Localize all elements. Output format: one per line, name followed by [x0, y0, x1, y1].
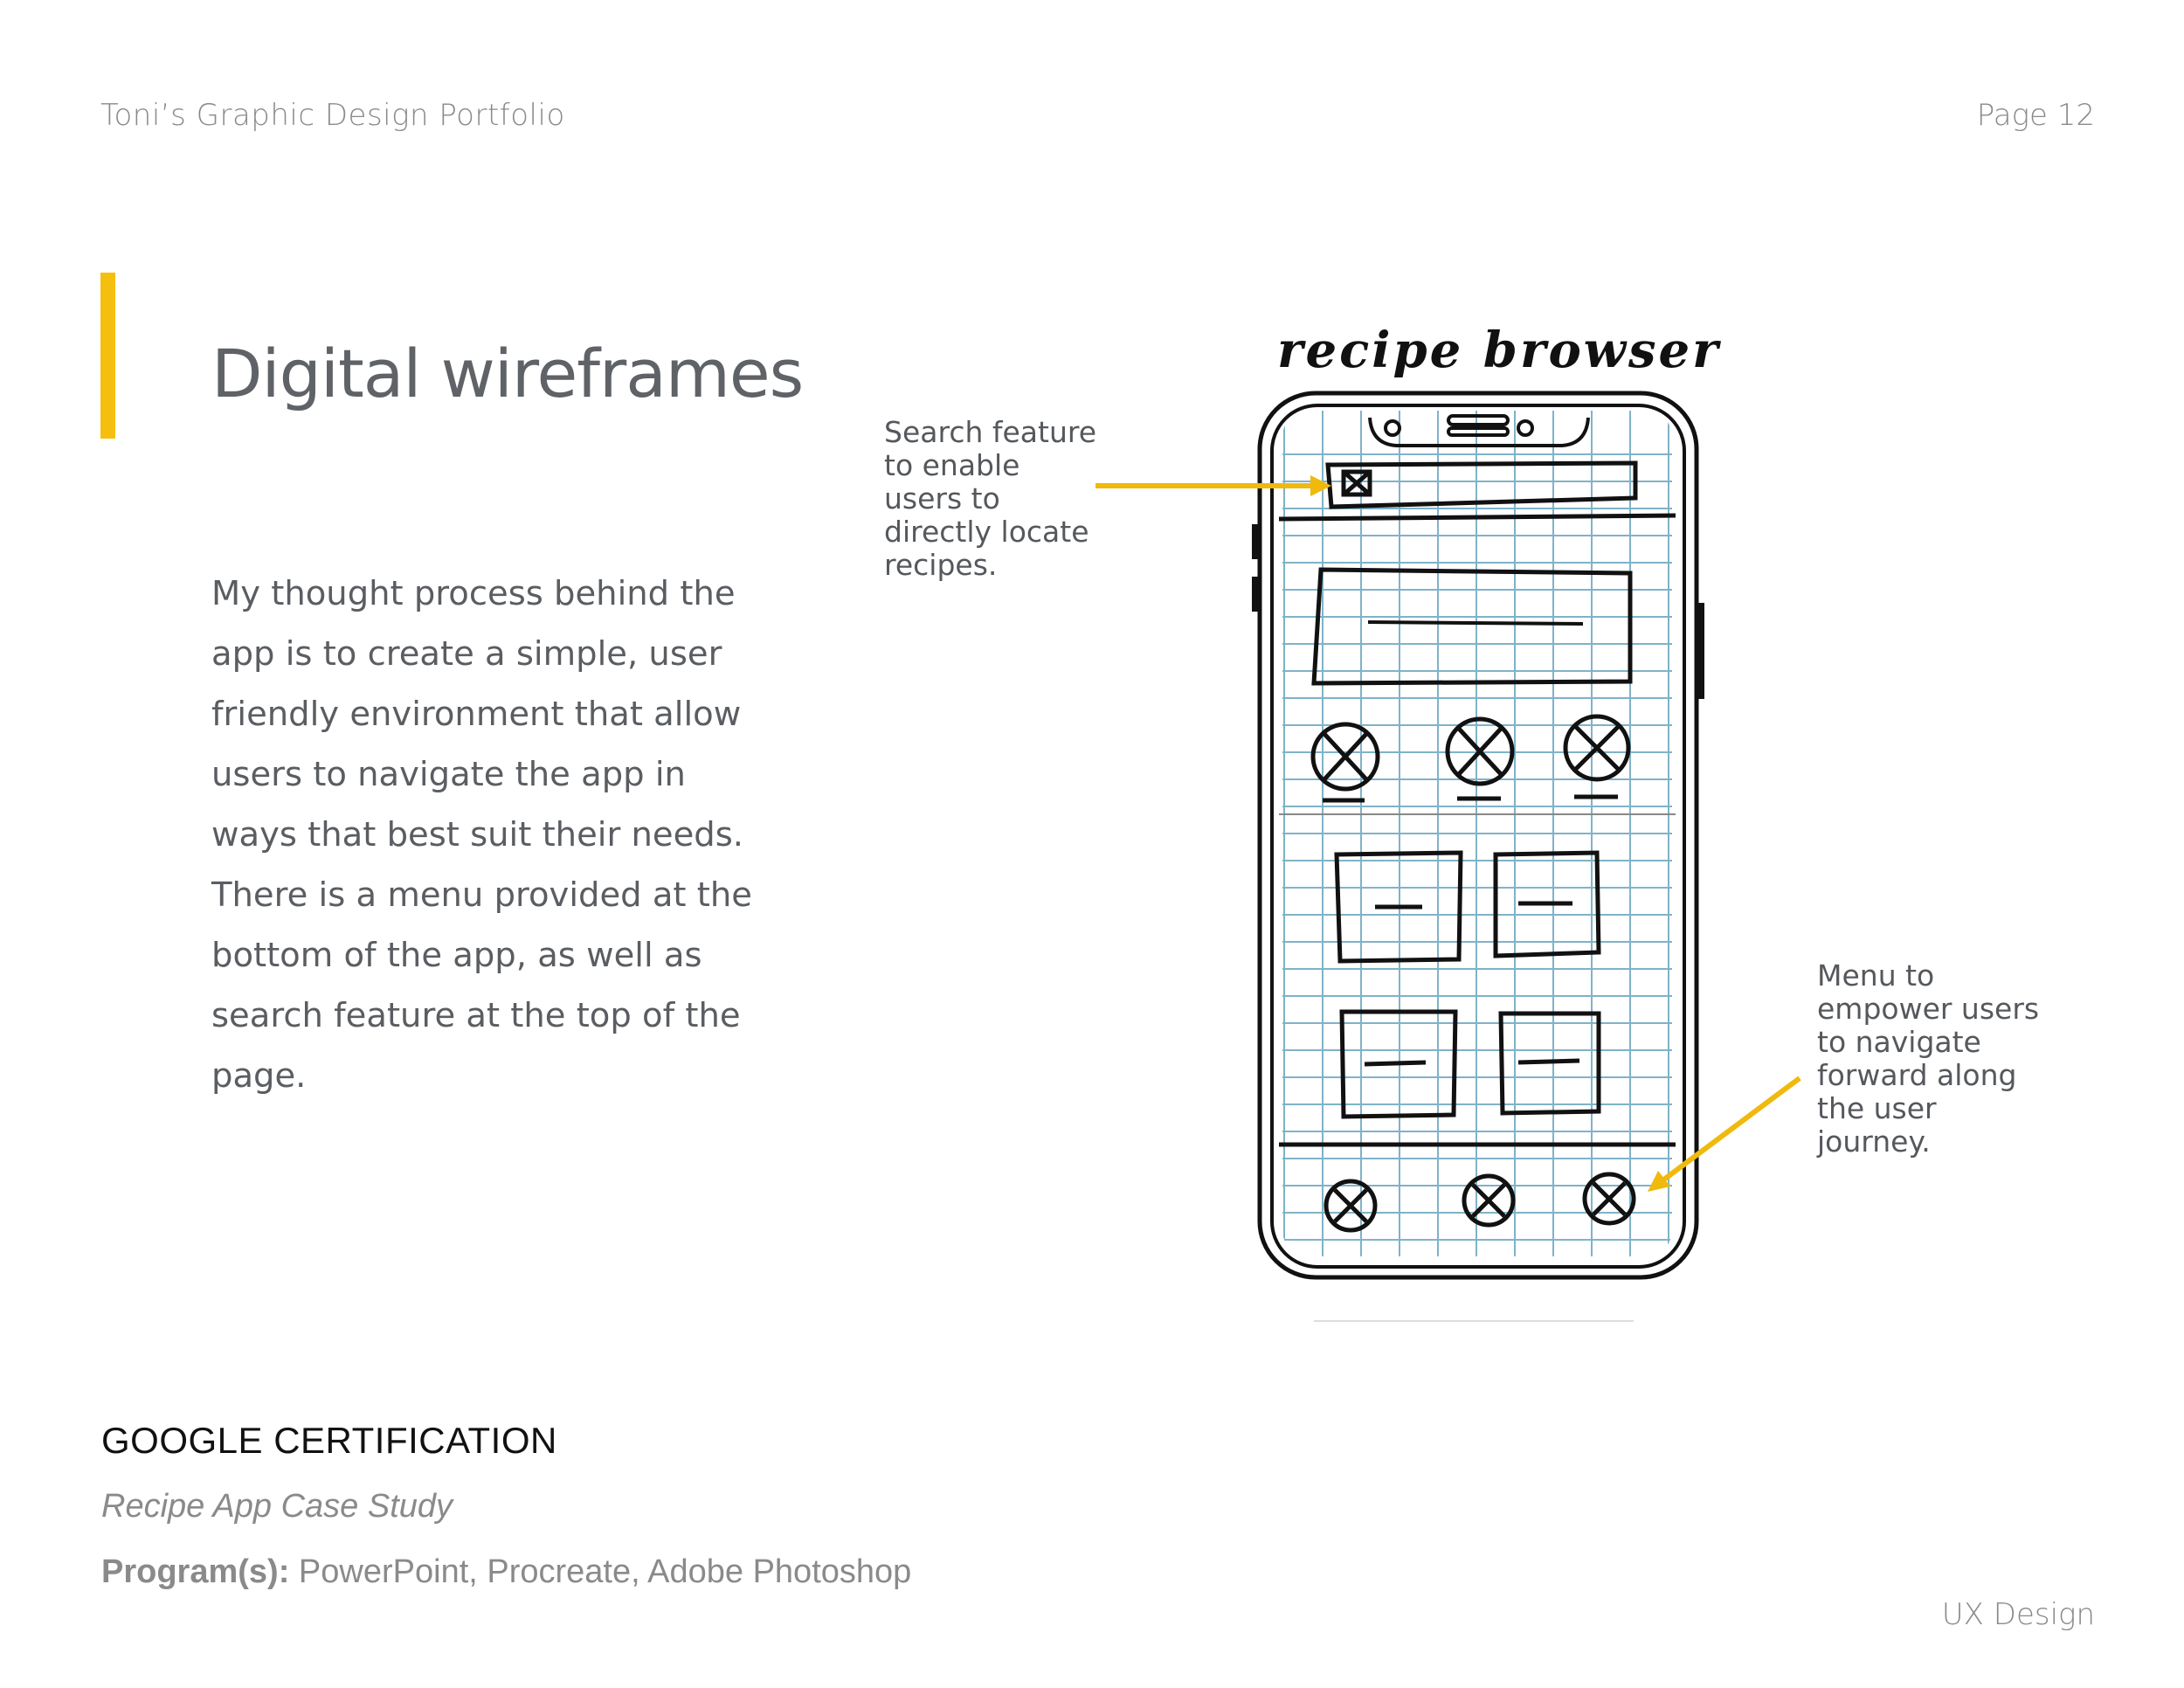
body-paragraph: My thought process behind the app is to create a simple, user friendly environment that allow users to navigate the app in ways that best suit their needs. There is a menu provided at the bottom of the app, as well as search feature at the top of the page.	[211, 574, 752, 1096]
portfolio-title: Toni’s Graphic Design Portfolio	[100, 98, 565, 133]
category-label: UX Design	[1941, 1597, 2095, 1632]
page-title: Digital wireframes	[211, 335, 804, 412]
notch	[1370, 416, 1588, 446]
annotation-search: Search feature to enable users to directly locate recipes.	[884, 415, 1097, 582]
accent-bar	[100, 273, 115, 439]
wireframe-sketch	[1241, 315, 1712, 1328]
sketch-title: recipe browser	[1277, 322, 1721, 379]
page-number: Page 12	[1976, 98, 2095, 133]
grid-lines	[1275, 411, 1681, 1258]
annotation-menu: Menu to empower users to navigate forward along the user journey.	[1817, 958, 2040, 1159]
programs-value: PowerPoint, Procreate, Adobe Photoshop	[289, 1553, 912, 1590]
case-study-subtitle: Recipe App Case Study	[101, 1488, 453, 1525]
programs-label: Program(s):	[101, 1553, 290, 1590]
certification-title: GOOGLE CERTIFICATION	[101, 1420, 557, 1461]
programs-line	[101, 1553, 911, 1591]
